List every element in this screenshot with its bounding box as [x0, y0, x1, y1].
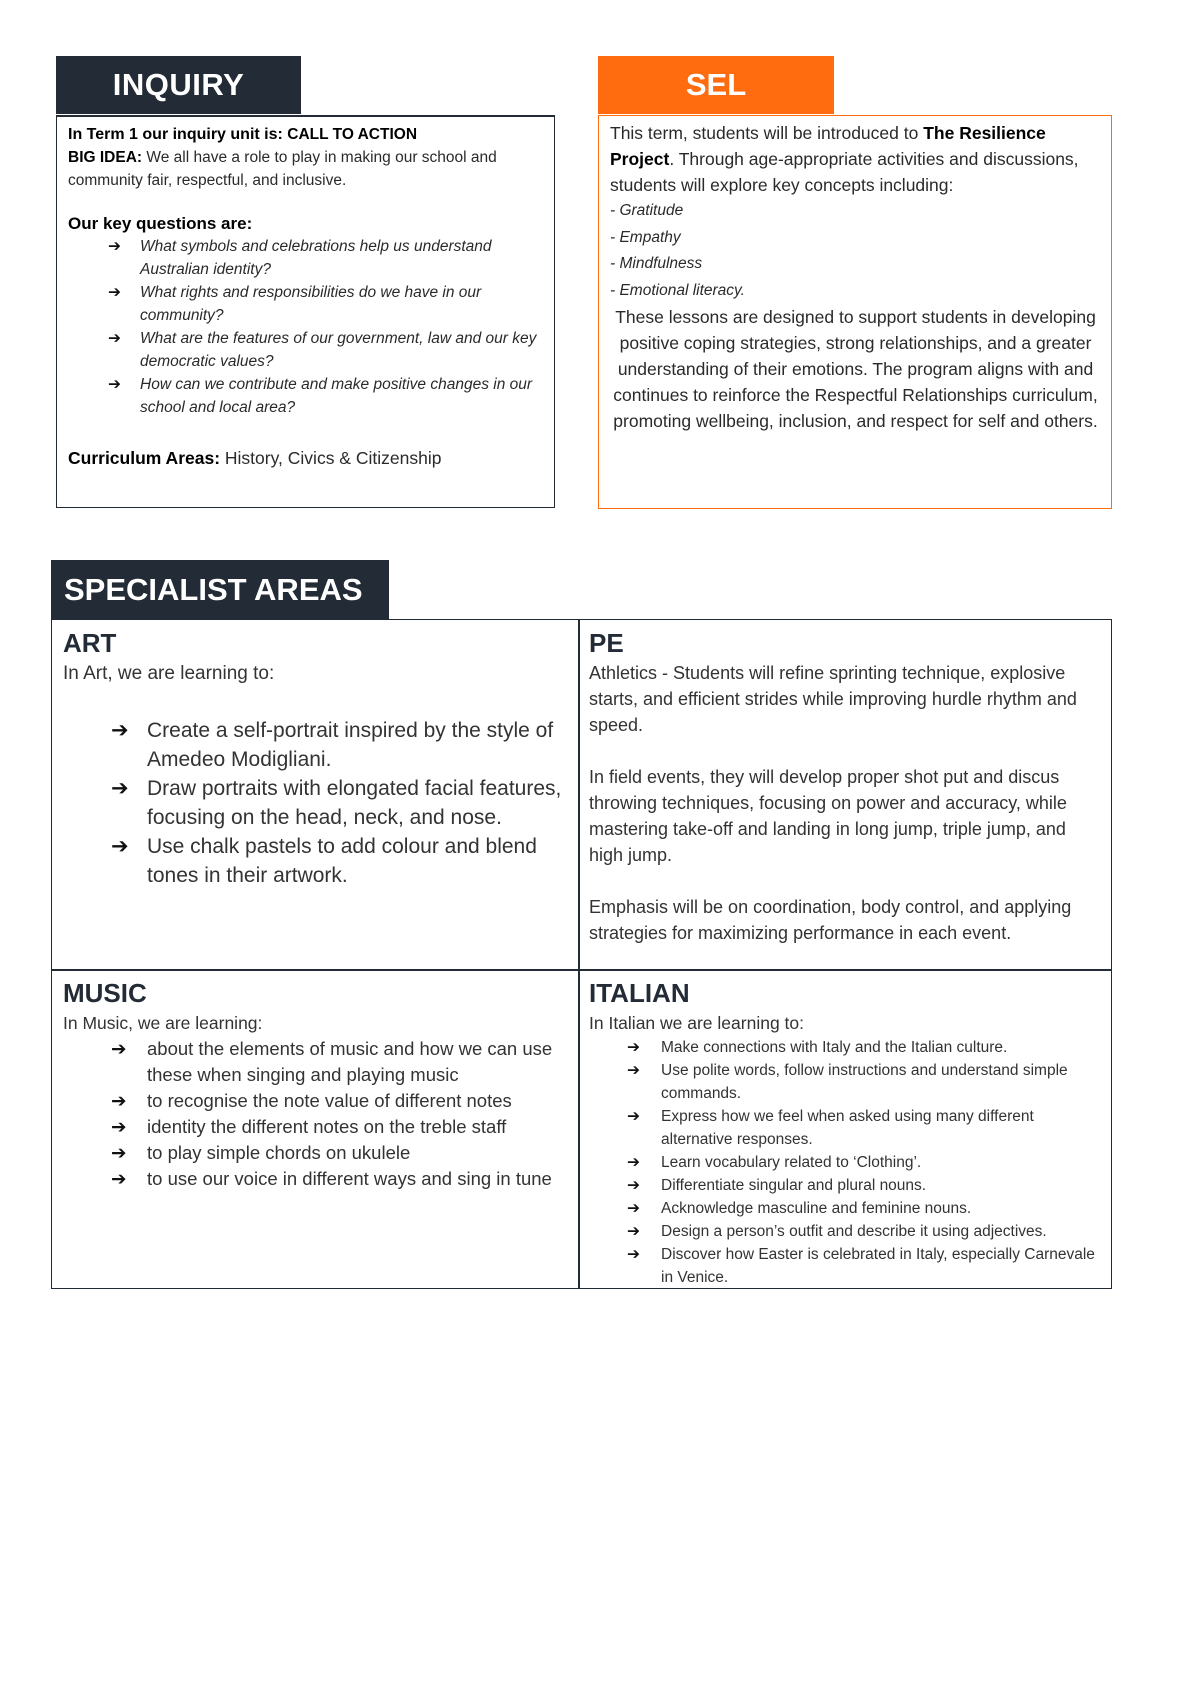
art-list	[63, 716, 571, 890]
italian-title: ITALIAN	[589, 978, 690, 1008]
arrow-icon: ➔	[627, 1223, 640, 1240]
arrow-icon: ➔	[111, 1090, 127, 1111]
specialist-grid	[51, 619, 1112, 1289]
curriculum-text: History, Civics & Citizenship	[224, 448, 442, 468]
inquiry-panel	[56, 115, 555, 508]
list-item: ➔ Differentiate singular and plural nouns.	[627, 1174, 1107, 1197]
arrow-icon: ➔	[111, 1142, 127, 1163]
arrow-icon: ➔	[108, 284, 121, 301]
list-item: ➔ Acknowledge masculine and feminine nouns.	[627, 1197, 1107, 1220]
art-title: ART	[63, 628, 117, 658]
sel-closing: These lessons are designed to support students in developing positive coping strategies, strong relationships, and a greater understanding of their emotions. The program aligns with and continues to reinforce the Respectful Relationships curriculum, promoting wellbeing, inclusion, and respect for self and others.	[613, 307, 1098, 431]
arrow-icon: ➔	[108, 330, 121, 347]
music-title: MUSIC	[63, 978, 147, 1008]
list-item: ➔ identity the different notes on the treble staff	[111, 1114, 571, 1140]
arrow-icon: ➔	[627, 1154, 640, 1171]
key-questions-heading: Our key questions are:	[68, 214, 253, 233]
pe-cell	[589, 626, 1104, 946]
sel-panel	[598, 115, 1112, 509]
list-item: ➔ Make connections with Italy and the Italian culture.	[627, 1036, 1107, 1059]
italian-list	[589, 1036, 1107, 1289]
inquiry-heading: INQUIRY	[56, 56, 301, 114]
arrow-icon: ➔	[111, 1168, 127, 1189]
list-item: ➔ How can we contribute and make positive changes in our school and local area?	[108, 373, 544, 419]
unit-name: CALL TO ACTION	[287, 126, 418, 143]
arrow-icon: ➔	[111, 719, 129, 742]
list-item: ➔ Discover how Easter is celebrated in Italy, especially Carnevale in Venice.	[627, 1243, 1107, 1289]
big-idea-label: BIG IDEA:	[68, 149, 143, 166]
arrow-icon: ➔	[627, 1200, 640, 1217]
curriculum-label: Curriculum Areas:	[68, 448, 221, 468]
arrow-icon: ➔	[627, 1108, 640, 1125]
list-item: ➔ What symbols and celebrations help us understand Australian identity?	[108, 235, 544, 281]
sel-concepts	[610, 198, 1101, 304]
pe-title: PE	[589, 628, 624, 658]
list-item: - Emotional literacy.	[610, 281, 745, 299]
curriculum-areas	[68, 447, 544, 470]
list-item: - Mindfulness	[610, 255, 703, 272]
pe-paragraph: In field events, they will develop proper shot put and discus throwing techniques, focusing on power and accuracy, while mastering take-off and landing in long jump, triple jump, and high jump.	[589, 767, 1067, 865]
arrow-icon: ➔	[627, 1246, 640, 1263]
big-idea	[68, 146, 544, 192]
music-list	[63, 1036, 571, 1192]
music-intro: In Music, we are learning:	[63, 1013, 263, 1033]
sel-intro: This term, students will be introduced to The Resilience Project. Through age-appropriate activities and discussions, students will explore key concepts including:	[610, 123, 1079, 195]
list-item: ➔ about the elements of music and how we can use these when singing and playing music	[111, 1038, 553, 1085]
program-name: The Resilience Project	[610, 123, 1046, 169]
list-item: ➔ Use chalk pastels to add colour and blend tones in their artwork.	[111, 832, 571, 890]
list-item: ➔ Create a self-portrait inspired by the style of Amedeo Modigliani.	[111, 716, 571, 774]
grid-divider-horizontal	[52, 969, 1111, 971]
pe-paragraph: Athletics - Students will refine sprinting technique, explosive starts, and efficient strides while improving hurdle rhythm and speed.	[589, 663, 1077, 735]
list-item: ➔ to play simple chords on ukulele	[111, 1140, 571, 1166]
art-intro: In Art, we are learning to:	[63, 663, 275, 684]
list-item: ➔ Express how we feel when asked using many different alternative responses.	[627, 1105, 1107, 1151]
music-cell	[63, 976, 571, 1192]
term-label: In Term 1 our inquiry unit is:	[68, 126, 283, 143]
list-item: ➔ to recognise the note value of different notes	[111, 1088, 571, 1114]
arrow-icon: ➔	[627, 1039, 640, 1056]
arrow-icon: ➔	[627, 1062, 640, 1079]
arrow-icon: ➔	[108, 376, 121, 393]
arrow-icon: ➔	[108, 238, 121, 255]
list-item: ➔ Draw portraits with elongated facial features, focusing on the head, neck, and nose.	[111, 774, 571, 832]
arrow-icon: ➔	[111, 835, 129, 858]
list-item: - Empathy	[610, 228, 681, 246]
specialist-heading: SPECIALIST AREAS	[51, 560, 389, 619]
list-item: ➔ to use our voice in different ways and sing in tune	[111, 1166, 571, 1192]
list-item: ➔ Use polite words, follow instructions and understand simple commands.	[627, 1059, 1107, 1105]
arrow-icon: ➔	[111, 1038, 127, 1059]
italian-cell	[589, 976, 1107, 1289]
arrow-icon: ➔	[111, 1116, 127, 1137]
list-item: ➔ What rights and responsibilities do we have in our community?	[108, 281, 544, 327]
list-item: - Gratitude	[610, 202, 684, 219]
list-item: ➔ Design a person’s outfit and describe it using adjectives.	[627, 1220, 1107, 1243]
italian-intro: In Italian we are learning to:	[589, 1013, 804, 1033]
arrow-icon: ➔	[111, 777, 129, 800]
big-idea-text: We all have a role to play in making our school and community fair, respectful, and inclusive.	[68, 149, 497, 189]
sel-heading: SEL	[598, 56, 834, 114]
list-item: ➔ Learn vocabulary related to ‘Clothing’.	[627, 1151, 1107, 1174]
list-item: ➔ What are the features of our government, law and our key democratic values?	[108, 327, 544, 373]
pe-paragraph: Emphasis will be on coordination, body control, and applying strategies for maximizing performance in each event.	[589, 897, 1072, 943]
grid-divider-vertical	[578, 620, 580, 1288]
art-cell	[63, 626, 571, 890]
term-line	[68, 123, 544, 146]
key-questions-list	[68, 235, 544, 419]
arrow-icon: ➔	[627, 1177, 640, 1194]
